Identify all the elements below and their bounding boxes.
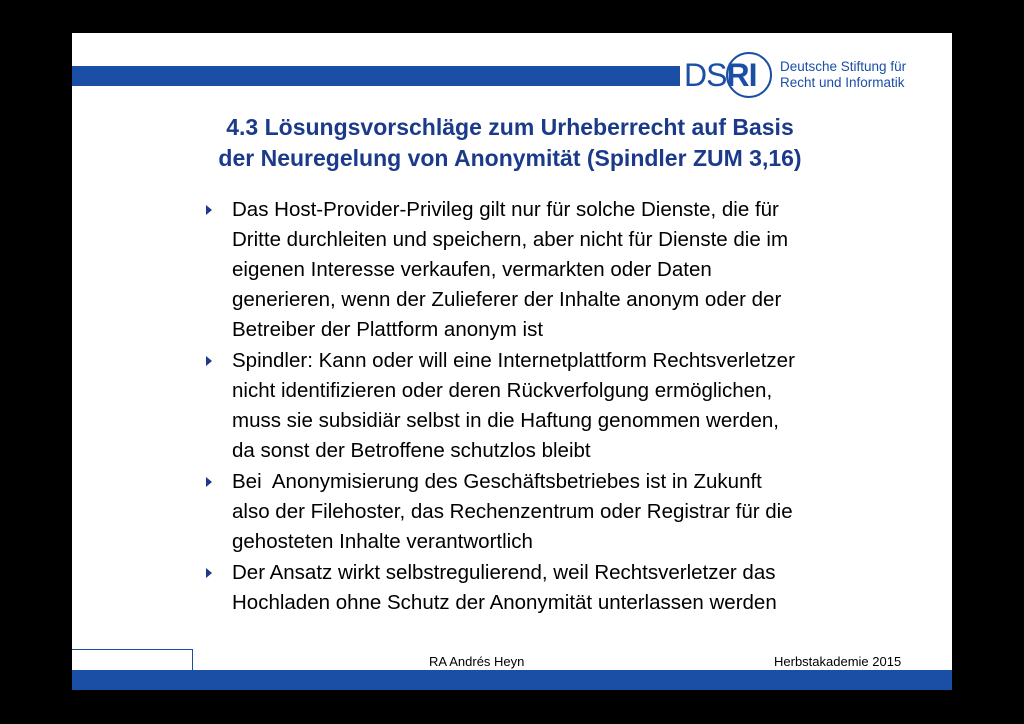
- bullet-line: Spindler: Kann oder will eine Internetplattform Rechtsverletzer: [232, 349, 795, 372]
- logo-text: [780, 59, 906, 91]
- bullet-line: Betreiber der Plattform anonym ist: [232, 318, 544, 341]
- bullet-line: nicht identifizieren oder deren Rückverfolgung ermöglichen,: [232, 379, 773, 402]
- header-bar: [72, 66, 680, 86]
- bullet-line: eigenen Interesse verkaufen, vermarkten oder Daten: [232, 258, 712, 281]
- bullet-line: gehosteten Inhalte verantwortlich: [232, 530, 533, 553]
- slide: [72, 33, 952, 690]
- footer-divider: [72, 649, 192, 650]
- bullet-text: [232, 346, 946, 466]
- footer-author: RA Andrés Heyn: [429, 654, 525, 669]
- logo-mark-ds: DS: [684, 57, 727, 93]
- slide-title: [172, 112, 848, 174]
- slide-title-line1: 4.3 Lösungsvorschläge zum Urheberrecht auf Basis: [226, 114, 794, 140]
- bullet-arrow-icon: [206, 477, 212, 487]
- bullet-line: also der Filehoster, das Rechenzentrum oder Registrar für die: [232, 500, 793, 523]
- slide-title-line2: der Neuregelung von Anonymität (Spindler ZUM 3,16): [218, 145, 802, 171]
- bullet-list: [206, 195, 946, 619]
- bullet-line: Das Host-Provider-Privileg gilt nur für solche Dienste, die für: [232, 198, 779, 221]
- dsri-logo: [684, 53, 944, 97]
- bullet-item: [206, 195, 946, 345]
- bullet-arrow-icon: [206, 205, 212, 215]
- bullet-text: [232, 467, 946, 557]
- logo-mark-ri: RI: [726, 57, 757, 93]
- bullet-arrow-icon: [206, 356, 212, 366]
- bullet-item: [206, 346, 946, 466]
- bullet-text: [232, 195, 946, 345]
- bullet-item: [206, 558, 946, 618]
- bullet-line: Hochladen ohne Schutz der Anonymität unterlassen werden: [232, 591, 777, 614]
- logo-text-line2: Recht und Informatik: [780, 75, 905, 90]
- logo-text-line1: Deutsche Stiftung für: [780, 59, 907, 74]
- bullet-line: Der Ansatz wirkt selbstregulierend, weil Rechtsverletzer das: [232, 561, 776, 584]
- bullet-line: generieren, wenn der Zulieferer der Inhalte anonym oder der: [232, 288, 782, 311]
- bullet-line: da sonst der Betroffene schutzlos bleibt: [232, 439, 591, 462]
- bullet-item: [206, 467, 946, 557]
- logo-mark: [684, 53, 756, 97]
- footer-bar: [72, 670, 952, 690]
- bullet-line: Dritte durchleiten und speichern, aber nicht für Dienste die im: [232, 228, 789, 251]
- bullet-line: Bei Anonymisierung des Geschäftsbetriebes ist in Zukunft: [232, 470, 762, 493]
- bullet-arrow-icon: [206, 568, 212, 578]
- footer-event: Herbstakademie 2015: [774, 654, 902, 669]
- bullet-line: muss sie subsidiär selbst in die Haftung genommen werden,: [232, 409, 779, 432]
- bullet-text: [232, 558, 946, 618]
